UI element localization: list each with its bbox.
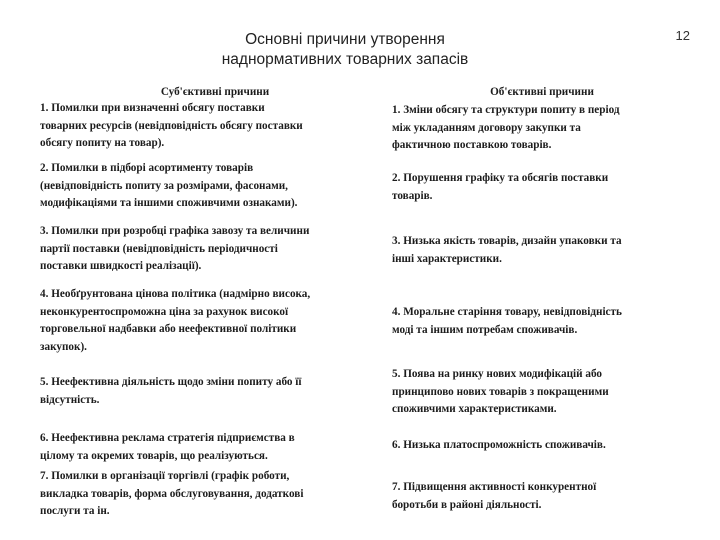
text-line: 2. Помилки в підборі асортименту товарів [40, 162, 254, 174]
text-line: 7. Помилки в організації торгівлі (графік роботи, [40, 470, 290, 482]
text-line: 6. Неефективна реклама стратегія підприємства в [40, 432, 295, 444]
subjective-cause-item [40, 374, 390, 409]
text-line: 1. Зміни обсягу та структури попиту в період [392, 104, 620, 116]
subjective-cause-item [40, 223, 390, 276]
text-line: між укладанням договору закупки та [392, 121, 581, 134]
objective-cause-item [392, 437, 692, 455]
objective-cause-item [392, 479, 692, 514]
text-line: фактичною поставкою товарів. [392, 139, 552, 151]
text-line: поставки швидкості реалізації). [40, 260, 202, 272]
text-line: 2. Порушення графіку та обсягів поставки [392, 172, 609, 184]
subjective-cause-item [40, 100, 390, 153]
text-line: торговельної надбавки або неефективної політики [40, 323, 297, 335]
objective-cause-item [392, 304, 692, 339]
subjective-cause-item [40, 430, 390, 465]
objective-cause-item [392, 170, 692, 205]
subjective-cause-item [40, 286, 390, 356]
objective-cause-item [392, 366, 692, 419]
text-line: 4. Моральне старіння товару, невідповідність [392, 306, 622, 318]
objective-causes-column [392, 84, 692, 511]
subjective-cause-item [40, 160, 390, 213]
subjective-causes-column [40, 84, 390, 517]
text-line: закупок). [40, 340, 87, 353]
objective-cause-item [392, 102, 692, 155]
text-line: боротьби в районі діяльності. [392, 498, 542, 511]
text-line: викладка товарів, форма обслуговування, додаткові [40, 487, 304, 500]
subjective-cause-item [40, 468, 390, 521]
text-line: моді та іншим потребам споживачів. [392, 323, 578, 336]
text-line: 6. Низька платоспроможність споживачів. [392, 439, 606, 451]
text-line: партії поставки (невідповідність періодичності [40, 242, 278, 255]
text-line: модифікаціями та іншими споживчими ознаками). [40, 197, 298, 209]
text-line: 4. Необґрунтована цінова політика (надмірно висока, [40, 288, 311, 300]
objective-causes-heading: Об'єктивні причини [490, 86, 594, 98]
text-line: 5. Неефективна діяльність щодо зміни попиту або її [40, 376, 302, 388]
page-title-line: Основні причини утворення [245, 31, 445, 48]
page-title-line: наднормативних товарних запасів [221, 51, 469, 68]
text-line: обсягу попиту на товар). [40, 137, 165, 149]
text-line: 7. Підвищення активності конкурентної [392, 481, 597, 493]
text-line: (невідповідність попиту за розмірами, фасонами, [40, 179, 288, 192]
objective-cause-item [392, 233, 692, 268]
text-line: послуги та ін. [40, 505, 110, 517]
text-line: принципово нових товарів з покращеними [392, 385, 609, 398]
page-title [190, 30, 500, 70]
text-line: цілому та окремих товарів, що реалізуються. [40, 449, 268, 462]
text-line: інші характеристики. [392, 252, 502, 265]
text-line: 3. Низька якість товарів, дизайн упаковки та [392, 235, 622, 247]
text-line: 5. Поява на ринку нових модифікацій або [392, 368, 603, 380]
text-line: 3. Помилки при розробці графіка завозу та величини [40, 225, 310, 237]
text-line: товарних ресурсів (невідповідність обсягу поставки [40, 119, 303, 132]
subjective-causes-heading: Суб'єктивні причини [160, 86, 270, 98]
page-number: 12 [675, 28, 690, 43]
text-line: 1. Помилки при визначенні обсягу поставки [40, 102, 265, 114]
text-line: відсутність. [40, 393, 100, 406]
text-line: товарів. [392, 189, 433, 202]
text-line: споживчими характеристиками. [392, 403, 557, 415]
text-line: неконкурентоспроможна ціна за рахунок високої [40, 305, 289, 318]
